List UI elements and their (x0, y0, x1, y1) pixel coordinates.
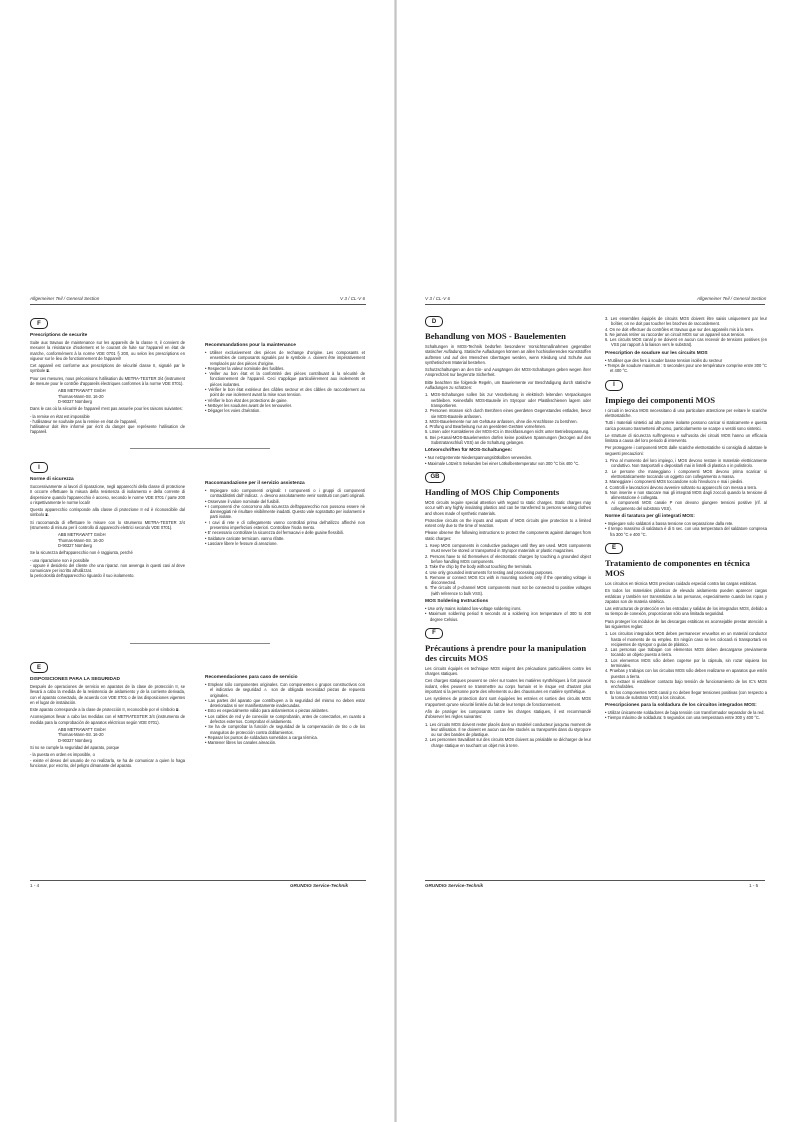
right-header-model: V 3 / CL-V 6 (425, 296, 451, 301)
list-item: • Utilizar únicamente soldadores de baja tensión con transformador separador de la red. (605, 710, 767, 715)
lang-badge-de: D (425, 316, 443, 327)
left-page-number: 1 - 4 (30, 883, 40, 888)
list-item: 6. Bei p-Kanal-MOS-Bauelementen dürfen keine positiven Spannungen (bezogen auf den Substratanschluß VSS) an die Schaltung gelangen. (425, 434, 591, 446)
list-item: 4. Pruebas y trabajos con los circuitos MOS sólo deben realizarse en aparatos que estén puestos a tierra. (605, 668, 767, 679)
paragraph: Please observe the following instructions to protect the components against damages from static charges: (425, 530, 591, 541)
list-item: • Impiegare solo saldatori a bassa tensione con separazione dalla rete. (605, 521, 767, 526)
list-item: • Maximum soldering period 5 seconds at a soldering iron temperature of 300 to 400 degree Celsius. (425, 611, 591, 622)
list-item: 5. Remove or connect MOS ICs with in mounting sockets only if the operating voltage is disconnected. (425, 574, 591, 586)
fr-maintenance-title: Recommandations pour la maintenance (205, 343, 296, 348)
it-solder-title: Norme di taratura per gli integrati MOS: (605, 514, 695, 520)
right-footer-brand: GRUNDIG Service-Technik (425, 883, 484, 888)
left-page (0, 0, 396, 1122)
list-item: 5. Ne jamais retirer ou raccorder un circuit MOS sur un appareil sous tension. (605, 331, 746, 337)
it-mos-title: Impiego dei componenti MOS (605, 394, 716, 405)
lang-badge-it: I (30, 462, 48, 473)
list-item: • Vérifier le bon état des protections de gaine. (205, 398, 365, 403)
list-item: • Temps de soudure maximum : 5 secondes pour une température comprise entre 300 °C et 400 °C. (605, 363, 767, 374)
lang-badge-es: E (30, 662, 48, 673)
paragraph: Schaltungen in MOS-Technik bedürfen besonderer Vorsichtsmaßnahmen gegenüber statischer Aufladung. Statische Aufladungen können an allen hochisolierenden Kunststoffen auftreten und auf den Menschen übertragen werden, wenn Kleidung und Schuhe aus synthetischem Material bestehen. (425, 344, 591, 365)
paragraph: En todos los materiales plásticos de elevado aislamiento pueden aparecer cargas estáticas y también ser transmitidas a las personas, especialmente cuando las ropas y zapatos son de materia sintética. (605, 588, 767, 604)
list-item: • Il tempo massimo di saldatura è di 5 sec. con una temperatura del saldatore compresa fra 300 °C e 400 °C. (605, 526, 767, 537)
right-header-section: Allgemeiner Teil / General Section (697, 296, 767, 301)
fr-maintenance-list (205, 350, 365, 414)
paragraph: Aconsejamos llevar a cabo las medidas con el METRATESTER 3/4 (instrumento de medida para la comprobación de aparatos eléctricos según VDE 0701). (30, 714, 185, 725)
it-mos-list (605, 458, 767, 511)
left-header-section: Allgemeiner Teil / General Section (30, 296, 100, 301)
list-item: • Use only mains isolated low-voltage soldering irons. (425, 606, 591, 611)
paragraph: Pour ces mesures, nous préconisons l'utilisation du METRA-TESTER 3/4 (instrument de mesure pour le contrôle d'appareils électriques conformes à la norme VDE 0701). (30, 375, 185, 387)
right-page-number: 1 - 5 (749, 883, 759, 888)
paragraph: Schutzschaltungen an den Ein- und Ausgängen der MOS-Schaltungen geben wegen ihrer Ansprechzeit nur begrenzte Sicherheit. (425, 367, 591, 378)
list-item: • Nur netzgetrennte Niederspannungslötkolben verwenden. (425, 455, 591, 460)
right-header-rule (425, 304, 765, 305)
es-mos-list (605, 631, 767, 700)
list-item: • Dégager les voies d'aération. (205, 408, 365, 413)
list-item: 6. En los componentes MOS canal p no deben llegar tensiones positivas (con respecto a la toma de substrato VSS) a los circuitos. (605, 689, 767, 700)
lang-badge-it: I (605, 380, 623, 391)
es-mos-title: Tratamiento de componentes en técnica MOS (605, 557, 750, 578)
es-solder-list (605, 710, 767, 721)
es-safety-block (30, 662, 185, 768)
address: ABB METRAWATT GmbH Thomas-Mann-Str. 16-20 D-90327 Nürnberg (58, 727, 106, 743)
list-item: - una riparazione non è possibile (30, 557, 90, 563)
lang-badge-fr: F (425, 628, 443, 639)
paragraph: Después de operaciones de servicio en aparatos de la clase de protección II, se llevará a cabo la medida de la resistencia de aislamiento y de la corriente derivada, con el aparato conectado, de acuerdo con VDE 0701 o de las disposiciones vigentes en el lugar de instalación. (30, 684, 185, 705)
it-solder-list (605, 521, 767, 537)
paragraph: Ces charges statiques peuvent se créer sur toutes les matières synthétiques à fort pouvoir isolant, elles peuvent se transmettre au corps humain et le risque est d'autant plus important si la personne porte des vêtements ou des chaussures en matière synthétique. (425, 678, 591, 695)
list-item: • I cavi di rete e di collegamento vanno controllati prima dell'utilizzo affinché non presentino imperfezioni esteriori. Controllare l'isola mento. (205, 520, 365, 531)
paragraph: Afin de protéger les composants contre les charges statiques, il est recommandé d'observer les règles suivantes: (425, 708, 591, 720)
list-item: • Lasciare libere le fessure di areazione. (205, 541, 365, 546)
list-item: 4. Use only grounded instruments for testing and processing purposes. (425, 569, 554, 575)
paragraph: Cet appareil est conforme aux prescriptions de sécurité classe II, signalé par le symbole ⧈. (30, 363, 185, 374)
paragraph: Dans le cas où la sécurité de l'appareil n'est pas assurée pour les raisons suivantes: (30, 406, 183, 412)
list-item: • Maximale Lötzeit 5 Sekunden bei einer Lötkolbentemperatur von 300 °C bis 400 °C. (425, 461, 591, 466)
fr-maintenance-block (205, 340, 365, 416)
list-item: 1. Fino al momento del loro impiego, i MOS devono restare in materiale elettricamente conduttivo. Non trasportarli o depositarli mai in listelli di plastica o in polistirolo. (605, 458, 767, 469)
paragraph: Per proteggere i componenti MOS dalle scariche elettrostatiche si consiglia di adottare le seguenti precauzioni: (605, 445, 767, 456)
gb-solder-list (425, 606, 591, 622)
right-column-2 (605, 316, 767, 723)
fr-safety-title: Prescriptions de securite (30, 333, 88, 338)
paragraph: Bitte beachten Sie folgende Regeln, um Bauelemente vor Beschädigung durch statische Aufladungen zu schützen: (425, 379, 591, 391)
de-mos-title: Behandlung von MOS - Bauelementen (425, 331, 566, 341)
right-page (397, 0, 793, 1122)
section-divider (130, 448, 270, 449)
fr-mos-list (425, 722, 591, 748)
paragraph: Para proteger los módulos de las descargas estáticas es aconsejable prestar atención a las siguientes reglas: (605, 618, 767, 629)
address: ABB METRAWATT GmbH Thomas-Mann-Str. 16-20 D-90327 Nürnberg (58, 388, 106, 404)
list-item: • Osservare il valore nominale del fusibili. (205, 499, 365, 504)
list-item: - oppure è desiderio del cliente che una riparaz. non avvenga in questi casi al deve comunicare per iscritto all'utilizzat. (30, 562, 185, 574)
de-solder-list (425, 455, 591, 466)
paragraph: l'utilisateur doit être informé par écrit du danger que représente l'utilisation de l'appareil. (30, 424, 185, 435)
left-footer-rule (30, 880, 366, 881)
list-item: • Las partes del aparato que contribuyen a la seguridad del mismo no deben estar deterioradas ni ser manifiestamente inadecuadas. (205, 698, 365, 709)
fr-solder-list (605, 358, 767, 374)
list-item: • E' necessario controllare la sicurezza del fermacavi e delle guaine flessibili. (205, 530, 365, 535)
list-item: - la puesta en orden es imposible, o (30, 752, 95, 758)
list-item: 3. Take the chip by the body without touching the terminals. (425, 564, 533, 570)
paragraph: Se la sicurezza dell'apparecchio non è raggiunta, perché (30, 550, 133, 556)
es-maintenance-title: Recomendaciones para caso de servicio (205, 675, 298, 680)
it-safety-block (30, 462, 185, 581)
address: ABB METRAWATT GmbH Thomas-Mann-Str. 16-20 D-90327 Nürnberg (58, 532, 106, 548)
list-item: 3. MOS-Bauelemente nur am Gehäuse anfassen, ohne die Anschlüsse zu berühren. (425, 418, 578, 424)
list-item: • Mantener libres los canales aireación. (205, 740, 365, 745)
paragraph: Tutti i materiali sintetici ad alto potere isolante possono caricar si staticamente e questa carica possono trasmettersi all'uomo, particolarmente se scarpe o vestiti sono sintetici. (605, 420, 767, 431)
list-item: • Saldature caricate termicam. vanno rifatte. (205, 536, 365, 541)
list-item: 4. On ne doit effectuer du contrôles et travaux que sur des appareils mis à la terre. (605, 326, 755, 332)
list-item: 6. The circuits of p-channel MOS components must not be connected to positive voltages (with reference to bulk VSS). (425, 585, 591, 596)
paragraph: Questo apparecchio corrisponde alla classe di protezione II ed è riconoscibile dal simbolo ⧈. (30, 507, 185, 518)
list-item: 6. Les circuits MOS canal p ne doivent en aucun cas recevoir de tensions positives (en VSS par rapport à la liaison vers le substrat). (605, 337, 767, 348)
list-item: • Vérifier le bon état extérieur des câbles secteur et des câbles de raccordement au point de vue isolement avant la mise sous tension. (205, 387, 365, 398)
list-item: 3. Les ensembles équipés de circuits MOS doivent être saisis uniquement par leur boîtier, on ne doit pas toucher les broches de raccordement. (605, 316, 767, 327)
gb-mos-list (425, 543, 591, 596)
list-item: • Emplear sólo componentes originales. Con componentes o grupos constructivos con el indicativo de seguridad ⚠ son de obligada necesidad piezas de repuesto originales. (205, 682, 365, 698)
list-item: 4. Controlli e lavorazioni devono avvenire soltanto su apparecchi con messa a terra. (605, 484, 758, 490)
list-item: 3. Los elementos MOS sólo deben cogerse por la cápsula, sin rozar siquiera los terminales. (605, 657, 767, 669)
list-item: • Los cables de red y de conexión se comprobarán, antes de conectarlos, en cuanto a defectos externos. Comprobar el aislamiento. (205, 714, 365, 725)
list-item: 2. Las personas que trabajan con elementos MOS deben descargarse previamente tocando un objeto puesto a tierra. (605, 647, 767, 658)
list-item: - la remise en état est impossible (30, 413, 90, 419)
list-item: 6. Ai componenti MOS canale P non devono giungere tensioni positive (rif. al collegamento del substrato VSS). (605, 500, 767, 511)
it-safety-title: Norme di sicurezza (30, 477, 74, 482)
list-item: 1. Los circuitos integrados MOS deben permanecer envueltos en un material conductor hasta el momento de su empleo. En ningún caso se les colocará ni transportará en recipientes de styropor o guías de plástico. (605, 631, 767, 647)
list-item: • Respecter la valeur nominale des fusibles. (205, 366, 365, 371)
fr-solder-title: Prescription de soudure sur les circuits MOS (605, 350, 708, 356)
es-safety-title: DISPOSICIONES PARA LA SEGURIDAD (30, 677, 120, 682)
list-item: • Repasar los puntos de soldadura sometidos a carga térmica. (205, 735, 365, 740)
paragraph: Si no se cumple la seguridad del aparato, porque (30, 744, 120, 750)
list-item: • N'utiliser que des fers à souder basse tension isolés du secteur (605, 358, 767, 363)
lang-badge-fr: F (30, 318, 48, 329)
fr-mos-title: Précautions à prendre pour la manipulation des circuits MOS (425, 642, 587, 663)
paragraph: Successivamente ai lavori di riparazione, negli apparecchi della classe di protezione II occorre effettuare la misura della resistenza di isolamento e della corrente di dispersione quando l'apparecchio è acceso, secondo le norme VDE 0701 / parte 200 o rispettivamente le norme locali! (30, 484, 185, 505)
list-item: • Tiempo máximo de soldadura: 5 segundos con una temperatura entre 300 y 400 °C. (605, 715, 767, 720)
paragraph: Este aparato corresponde a la clase de protección II, reconocible por el símbolo ⧈. (30, 707, 180, 713)
list-item: 1. Les circuits MOS doivent rester placés dans un matériel conducteur jusqu'au moment de leur utilisation. Il ne doivent en aucun cas être stockés ou transportés dans du styropore ou sur des bandes de plastique. (425, 721, 591, 738)
list-item: 4. Prüfung und Bearbeitung nur an geerdeten Geräten vornehmen. (425, 424, 547, 430)
es-maintenance-block (205, 672, 365, 748)
list-item: 5. Lösen oder Kontaktieren der MOS-ICs in Steckfassungen nicht unter Betriebsspannung. (425, 429, 590, 435)
paragraph: Les systèmes de protection dont sont équipées les entrées et sorties des circuits MOS n'apportent qu'une sécurité limitée du fait de leur temps de fonctionnement. (425, 696, 591, 707)
paragraph: MOS circuits require special attention with regard to static charges. Static charges may occur with any highly insulating plastics and can be transferred to persons wearing clothes and shoes made of synthetic materials. (425, 499, 591, 516)
it-maintenance-block (205, 478, 365, 548)
paragraph: Le strutture di sicurezza sull'ingresso e sull'uscita dei circuiti MOS hanno un efficacia limitata a causa del loro periodo di intervento. (605, 432, 767, 444)
paragraph: la pericolosità dell'apparecchio riguardo il suo isolamento. (30, 573, 135, 579)
list-item: 5. Non inserire e non staccare mai gli integrati MOS dagli zoccoli quando la tensione di alimentazione è collegata. (605, 489, 767, 501)
it-maintenance-title: Raccomandazione per il servizio assistenza (205, 481, 305, 486)
paragraph: Las estructuras de protección en las entradas y salidas de los integrados MOS, debido a su tiempo de conexión, proporcionan sólo una limitada seguridad. (605, 606, 767, 617)
list-item: 5. No extraer ni establecer contacto bajo tensión de funcionamiento de los IC's MOS enchufables. (605, 678, 767, 690)
list-item: 2. Persons have to rid themselves of electrostatic charges by touching a grounded object before handling MOS components. (425, 553, 591, 564)
list-item: • Veiller au bon état et la conformité des pièces contribuant à la sécurité de fonctionnement de l'appareil. Ceci s'applique particulièrement aux isolements et pièces isolantes. (205, 371, 365, 387)
list-item: • Se ha de comprobar la función de seguridad de la compensación de tiro o de los manguitos de protección contra doblamientos. (205, 724, 365, 735)
lang-badge-es: E (605, 543, 623, 554)
list-item: • Nettoyer les soudures avant de les renouveler. (205, 403, 365, 408)
paragraph: Protective circuits on the inputs and outputs of MOS circuits give protection to a limited extent only due to the time of reaction. (425, 517, 591, 529)
list-item: 1. MOS-Schaltungen sollen bis zur Verarbeitung in elektrisch leitenden Verpackungen verbleiben. Keinesfalls MOS-Bauteile im Styropor oder Plastikschienen lagern oder transportieren. (425, 392, 591, 408)
left-header-model: V 3 / CL-V 6 (340, 296, 366, 301)
list-item: • Utiliser exclusivement des pièces de rechange d'origine. Les composants et ensembles de composants signalés par le symbole ⚠ doivent être impérativement remplacés par des pièces d'origine. (205, 350, 365, 366)
list-item: - existe el deseo del usuario de no realizarla, se ha de comunicar a quien lo haga funcionar, por escrito, del peligro dimanante del aparato. (30, 757, 185, 768)
fr-mos-list-continued (605, 316, 767, 348)
gb-mos-title: Handling of MOS Chip Components (425, 486, 560, 497)
list-item: 2. Les personnes travaillant sur des circuits MOS doivent au préalable se décharger de leur charge statique en touchant un objet mis à terre. (425, 737, 591, 748)
de-mos-list (425, 392, 591, 445)
left-header-rule (30, 304, 366, 305)
left-footer-brand: GRUNDIG Service-Technik (290, 883, 349, 888)
right-footer-rule (425, 880, 765, 881)
list-item: • I componenti che concorrono alla sicurezza dell'apparecchio non possono essere nè danneggiati nè risultare visibilmente inadatti. Questo vale soprattutto per isolamenti e parti isolate. (205, 504, 365, 520)
paragraph: Suite aux travaux de maintenance sur les appareils de la classe II, il convient de mesurer la résistance d'isolement et le courant de fuite sur l'appareil en état de marche, conformément à la norme VDE 0701 § 200, ou selon les prescriptions en vigueur sur le lieu de fonctionnement de l'appareil! (30, 340, 185, 361)
list-item: 1. Keep MOS components in conductive packages until they are used. MOS components must never be stored or transported in Styropor materials or plastic magazines. (425, 543, 591, 554)
it-maintenance-list (205, 488, 365, 546)
list-item: • Impiegare solo componenti originali: I componenti o i gruppi di componenti contraddistinti dall' indicaz. ⚠ devono assolutamente venir sostituiti con parti originali. (205, 488, 365, 499)
es-solder-title: Prescripciones para la soldadura de los circuitos integrados MOS: (605, 703, 757, 709)
list-item: 2. Personen müssen sich durch Berühren eines geerdeten Gegenstandes entladen, bevor sie MOS-Bauteile anfassen. (425, 408, 591, 419)
list-item: - l'utilisateur ne souhaite pas la remise en état de l'appareil, (30, 418, 138, 424)
lang-badge-gb: GB (425, 472, 445, 483)
list-item: • Esto es especialmente válido para aislamientos o piezas aislantes. (205, 708, 365, 713)
de-solder-title: Lötvorschriften für MOS-Schaltungen: (425, 448, 513, 454)
es-maintenance-list (205, 682, 365, 746)
paragraph: Los circuitos en técnica MOS precisan cuidado especial contra las cargas estáticas. (605, 580, 757, 586)
list-item: 3. Maneggiare i componenti MOS toccandone solo l'involucro e mai i piedini. (605, 479, 744, 485)
paragraph: Les circuits équipés en technique MOS exigent des précautions particulières contre les charges statiques. (425, 665, 591, 677)
list-item: 2. Le persone che maneggiano i componenti MOS devono prima scaricar si elettrostaticamente toccando un oggetto con collegamento a massa. (605, 468, 767, 479)
section-divider (130, 643, 270, 644)
gb-solder-title: MOS Soldering Instructions (425, 598, 489, 604)
fr-safety-block (30, 318, 185, 437)
paragraph: Si raccomanda di effettuare le misure con lo strumento METRA-TESTER 3/4 (strumento di misura per il controllo di apparecchi elettrici secondo VDE 0701). (30, 519, 185, 531)
right-column-1 (425, 316, 591, 750)
paragraph: I circuiti in tecnica MOS necessitano di una particolare attenzione per evitare le scariche elettrostatiche. (605, 407, 767, 418)
